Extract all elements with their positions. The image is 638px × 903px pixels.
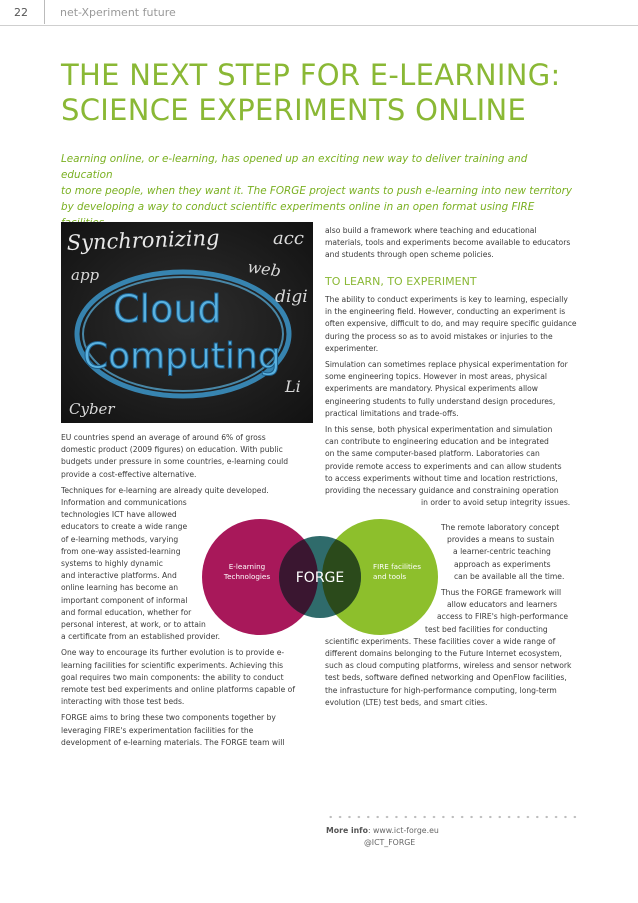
section-title: net-Xperiment future (60, 6, 176, 19)
left-paragraph-1: EU countries spend an average of around 6% of gross domestic product (2009 figures) on education. With public budgets under pressure in some countries, e-learning could provide a cost-effective alternative. (61, 433, 289, 479)
dotted-divider (326, 815, 582, 819)
right-p4-line: In this sense, both physical experimentation and simulation (325, 425, 553, 435)
right-p6-line: the infrastucture for high-performance computing, long-term (325, 685, 557, 695)
more-info (326, 825, 439, 849)
right-p6-line: allow educators and learners (447, 600, 558, 610)
right-p6-line: access to FIRE's high-performance (437, 612, 569, 622)
left-p2-line: technologies ICT have allowed (61, 510, 177, 520)
venn-label-left-2: Technologies (223, 572, 271, 581)
more-info-label: More info (326, 826, 368, 835)
page-number: 22 (14, 6, 28, 19)
header-separator (44, 0, 45, 24)
lead-line-3: by developing a way to conduct scientific experiments online in an open format using FIRE (61, 201, 535, 213)
left-p2-line: from one-way assisted-learning (61, 546, 181, 556)
right-p4-line: in order to avoid setup integrity issues. (421, 498, 571, 508)
right-p6-line: test bed facilities for conducting (425, 624, 548, 634)
more-info-twitter: @ICT_FORGE (364, 838, 416, 847)
photo-word-app: app (71, 266, 100, 284)
left-p2-line: personal interest, at work, or to attain (61, 620, 206, 630)
right-column-body (325, 294, 577, 509)
left-p2-line: important component of informal (61, 595, 188, 605)
left-p2-line: of e-learning methods, varying (61, 534, 179, 544)
left-p2-line: online learning has become an (61, 583, 179, 593)
right-paragraph-3: Simulation can sometimes replace physical experimentation for some engineering topics. However in most areas, physical experiments are mandatory. Physical experiments allow engineering students to fully understand design procedures, practical limitations and trade-offs. (325, 360, 568, 418)
right-paragraph-2: The ability to conduct experiments is key to learning, especially in the engineering field. However, conducting an experiment is often expensive, difficult to do, and may require specific guidance during the process so as to avoid mistakes or injuries to the experimenter. (325, 295, 577, 353)
left-p2-line: a certificate from an established provider. (61, 632, 221, 642)
left-p2-line: systems to highly dynamic (61, 559, 163, 569)
left-paragraph-3: One way to encourage its further evolution is to provide e-learning facilities for scientific experiments. Achieving this goal requires two main components: the ability to conduct remote test bed experiments and online platforms capable of interacting with those test beds. (61, 648, 295, 707)
right-p5-line: can be available all the time. (454, 571, 565, 581)
right-p6-line: different domains belonging to the Future Internet ecosystem, (325, 649, 562, 659)
right-p6-line: Thus the FORGE framework will (441, 588, 562, 598)
right-p6-line: such as cloud computing platforms, wireless and sensor network (325, 661, 572, 671)
lead-line-1: Learning online, or e-learning, has opened up an exciting new way to deliver training and education (61, 153, 528, 181)
photo-word-digi: digi (275, 287, 308, 307)
right-column-top (325, 225, 577, 266)
left-p2-line: and interactive platforms. And (61, 571, 177, 581)
photo-word-computing: Computing (83, 336, 281, 377)
left-p2-line: educators to create a wide range (61, 522, 188, 532)
article-title (61, 58, 601, 128)
article-title-line-2: SCIENCE EXPERIMENTS ONLINE (61, 93, 527, 127)
right-p6-line: scientific experiments. These facilities cover a wide range of (325, 636, 556, 646)
right-p5-line: approach as experiments (454, 559, 551, 569)
right-p4-line: can contribute to engineering education and be integrated (325, 437, 549, 447)
right-p4-line: provide remote access to experiments and can allow students (325, 461, 562, 471)
section-subheading: TO LEARN, TO EXPERIMENT (325, 275, 477, 288)
right-p5-line: The remote laboratory concept (441, 523, 560, 532)
page-header (0, 0, 638, 28)
photo-word-cyber: Cyber (69, 400, 115, 418)
left-p2-line: and formal education, whether for (61, 607, 192, 617)
right-p4-line: to access experiments without time and location restrictions, (325, 473, 558, 483)
right-p4-line: on the same computer-based platform. Laboratories can (325, 449, 540, 459)
photo-word-cloud: Cloud (113, 287, 222, 331)
left-p2-line: Information and communications (61, 498, 187, 508)
more-info-url: : www.ict-forge.eu (367, 826, 439, 835)
right-p6-line: evolution (LTE) test beds, and smart cities. (325, 697, 488, 707)
lead-line-2: to more people, when they want it. The FORGE project wants to push e-learning into new territory (61, 185, 572, 197)
article-lead (61, 151, 581, 231)
venn-label-right-2: and tools (373, 572, 407, 581)
venn-label-center: FORGE (295, 570, 345, 586)
photo-word-acc: acc (273, 228, 304, 249)
cloud-computing-photo (61, 222, 313, 423)
right-p5-line: provides a means to sustain (447, 535, 555, 545)
right-p4-line: providing the necessary guidance and constraining operation (325, 486, 559, 496)
photo-word-web: web (246, 257, 283, 281)
right-p6-line: test beds, software defined networking and OpenFlow facilities, (325, 673, 567, 683)
venn-label-right-1: FIRE facilities (373, 562, 421, 571)
right-p5-line: a learner-centric teaching (453, 547, 551, 557)
venn-label-left-1: E-learning (228, 562, 266, 571)
right-paragraph-1: also build a framework where teaching and educational materials, tools and experiments become available to educators and students through open scheme policies. (325, 226, 571, 260)
photo-word-synchronizing: Synchronizing (66, 225, 220, 255)
left-paragraph-4: FORGE aims to bring these two components together by leveraging FIRE's experimentation facilities for the development of e-learning materials. The FORGE team will (61, 713, 285, 747)
forge-venn-diagram (200, 517, 440, 637)
left-p2-line: Techniques for e-learning are already quite developed. (61, 485, 269, 495)
photo-word-li: Li (285, 377, 301, 396)
article-title-line-1: THE NEXT STEP FOR E-LEARNING: (61, 58, 561, 92)
header-rule (0, 25, 638, 26)
right-paragraph-4 (325, 424, 577, 509)
